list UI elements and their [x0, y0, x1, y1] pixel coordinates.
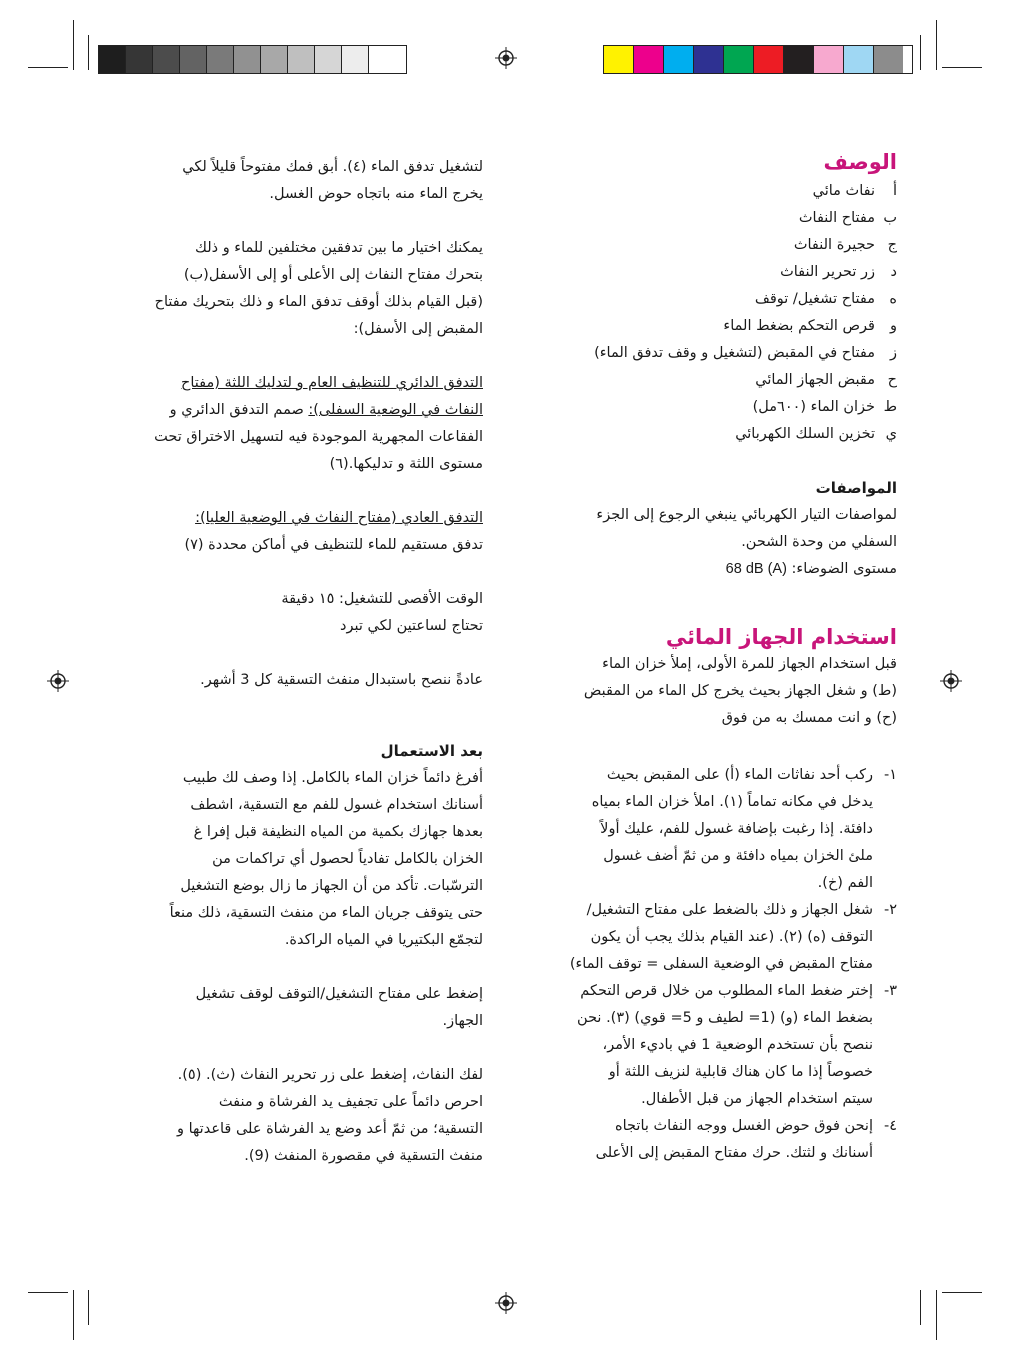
step-4: ٤- إنحن فوق حوض الغسل ووجه النفاث باتجاه أسنانك و لثتك. حرك مفتاح المقبض إلى الأعلى	[595, 1118, 897, 1161]
description-heading: الوصف	[823, 150, 897, 174]
normal-flow-paragraph: التدفق العادي (مفتاح النفاث في الوضعية العليا): تدفق مستقيم للماء للتنظيف في أماكن محددة (٧)	[184, 510, 483, 553]
usage-intro: (ح) و انت ممسك به من فوق	[721, 710, 897, 726]
list-item: ج حجيرة النفاث	[793, 237, 897, 253]
crop-mark	[88, 35, 89, 70]
noise-level: مستوى الضوضاء: 68 dB (A)	[725, 561, 897, 577]
color-swatch	[874, 46, 903, 73]
list-item: ز مفتاح في المقبض (لتشغيل و وقف تدفق الماء)	[594, 345, 897, 361]
after-use-heading: بعد الاستعمال	[380, 742, 483, 760]
specs-text: لمواصفات التيار الكهربائي ينبغي الرجوع إلى الجزء	[596, 507, 897, 523]
crop-mark	[88, 1290, 89, 1325]
usage-heading: استخدام الجهاز المائي	[665, 625, 897, 649]
color-swatch	[634, 46, 664, 73]
list-item: ه مفتاح تشغيل/ توقف	[754, 291, 897, 307]
noise-value: 68 dB (A)	[725, 561, 787, 577]
color-swatch	[99, 46, 126, 73]
crop-mark	[73, 20, 74, 70]
crop-mark	[920, 1290, 921, 1325]
paragraph: لتشغيل تدفق الماء (٤). أبق فمك مفتوحاً قليلاً لكي	[182, 159, 483, 175]
crop-mark	[28, 67, 68, 68]
color-swatch	[754, 46, 784, 73]
color-swatch	[784, 46, 814, 73]
release-jet-paragraph: لفك النفاث، إضغط على زر تحرير النفاث (ث). (٥). احرص دائماً على تجفيف يد الفرشاة و منفث التسقية؛ من ثمّ أعد وضع يد الفرشاة على قاعدتها و منفث التسقية في مقصورة المنفث (9).	[176, 1067, 483, 1164]
step-1: ١- ركب أحد نفاثات الماء (أ) على المقبض بحيث يدخل في مكانه تماماً (١). املأ خزان الماء بمياه دافئة. إذا رغبت بإضافة غسول للفم، عليك أولاً ملئ الخزان بمياه دافئة و من ثمّ أضف غسول الفم (خ).	[591, 767, 897, 891]
color-swatch	[180, 46, 207, 73]
list-item: ح مقبض الجهاز المائي	[755, 372, 897, 388]
specs-text: السفلي من وحدة الشحن.	[741, 534, 897, 550]
parts-list	[527, 178, 897, 448]
registration-mark-icon	[495, 1292, 517, 1314]
color-swatch	[126, 46, 153, 73]
color-swatch	[153, 46, 180, 73]
registration-mark-icon	[940, 670, 962, 692]
color-swatch	[315, 46, 342, 73]
crop-mark	[936, 20, 937, 70]
color-swatch	[694, 46, 724, 73]
color-swatch	[604, 46, 634, 73]
crop-mark	[73, 1290, 74, 1340]
steps-list	[527, 762, 897, 1167]
color-swatch	[369, 46, 395, 73]
registration-mark-icon	[495, 47, 517, 69]
list-item: و قرص التحكم بضغط الماء	[723, 318, 897, 334]
crop-mark	[936, 1290, 937, 1340]
list-item: أ نفاث مائي	[812, 183, 897, 199]
list-item: د زر تحرير النفاث	[780, 264, 897, 280]
left-column	[110, 154, 483, 1170]
paragraph: يخرج الماء منه باتجاه حوض الغسل.	[269, 186, 483, 202]
usage-intro: قبل استخدام الجهاز للمرة الأولى، إملأ خزان الماء	[602, 656, 897, 672]
registration-mark-icon	[47, 670, 69, 692]
step-3: ٣- إختر ضغط الماء المطلوب من خلال قرص التحكم بضغط الماء (و) (1= لطيف و 5= قوي) (٣). نحن ننصح بأن تستخدم الوضعية 1 في باديء الأمر، خصوصاً إذا ما كان هناك قابلية لنزيف اللثة أو سيتم استخدام الجهاز من قبل الأطفال.	[577, 983, 897, 1107]
step-2: ٢- شغل الجهاز و ذلك بالضغط على مفتاح التشغيل/ التوقف (ه) (٢). (عند القيام بذلك يجب أن يكون مفتاح المقبض في الوضعية السفلى = توقف الماء)	[569, 902, 897, 972]
color-swatch	[664, 46, 694, 73]
circular-flow-paragraph: التدفق الدائري للتنظيف العام و لتدليك اللثة (مفتاح النفاث في الوضعية السفلى): صمم التدفق الدائري و الفقاعات المجهرية الموجودة فيه لتسهيل الاختراق تحت مستوى اللثة و تدليكها.(٦)	[154, 375, 483, 472]
color-swatch	[814, 46, 844, 73]
crop-mark	[920, 35, 921, 70]
operating-time: الوقت الأقصى للتشغيل: ١٥ دقيقة تحتاج لساعتين لكي تبرد	[281, 591, 483, 634]
replace-note: عادةً ننصح باستبدال منفث التسقية كل 3 أشهر.	[200, 672, 483, 688]
switch-off-paragraph: إضغط على مفتاح التشغيل/التوقف لوقف تشغيل الجهاز.	[195, 986, 483, 1029]
color-calibration-bar	[603, 45, 913, 74]
crop-mark	[942, 1292, 982, 1293]
color-swatch	[844, 46, 874, 73]
color-swatch	[261, 46, 288, 73]
right-column	[527, 148, 897, 1167]
color-swatch	[234, 46, 261, 73]
crop-mark	[28, 1292, 68, 1293]
color-swatch	[342, 46, 369, 73]
list-item: ط خزان الماء (٦٠٠مل)	[752, 399, 897, 415]
specs-heading: المواصفات	[815, 479, 897, 497]
list-item: ب مفتاح النفاث	[798, 210, 897, 226]
list-item: ي تخزين السلك الكهربائي	[735, 426, 897, 442]
crop-mark	[942, 67, 982, 68]
color-swatch	[288, 46, 315, 73]
color-swatch	[724, 46, 754, 73]
usage-intro: (ط) و شغل الجهاز بحيث يخرج كل الماء من المقبض	[583, 683, 897, 699]
color-swatch	[207, 46, 234, 73]
after-use-paragraph: أفرغ دائماً خزان الماء بالكامل. إذا وصف لك طبيب أسنانك استخدام غسول للفم مع التسقية، اشطف بعدها جهازك بكمية من المياه النظيفة قبل إفرا غ الخزان بالكامل تفادياً لحصول أي تراكمات من الترسّبات. تأكد من أن الجهاز ما زال بوضع التشغيل حتى يتوقف جريان الماء من منفث التسقية، ذلك منعاً لتجمّع البكتيريا في المياه الراكدة.	[169, 770, 483, 948]
jet-choice-paragraph: يمكنك اختيار ما بين تدفقين مختلفين للماء و ذلك بتحرك مفتاح النفاث إلى الأعلى أو إلى الأسفل(ب) (قبل القيام بذلك أوقف تدفق الماء و ذلك بتحريك مفتاح المقبض إلى الأسفل):	[154, 240, 483, 337]
gray-calibration-bar	[98, 45, 407, 74]
